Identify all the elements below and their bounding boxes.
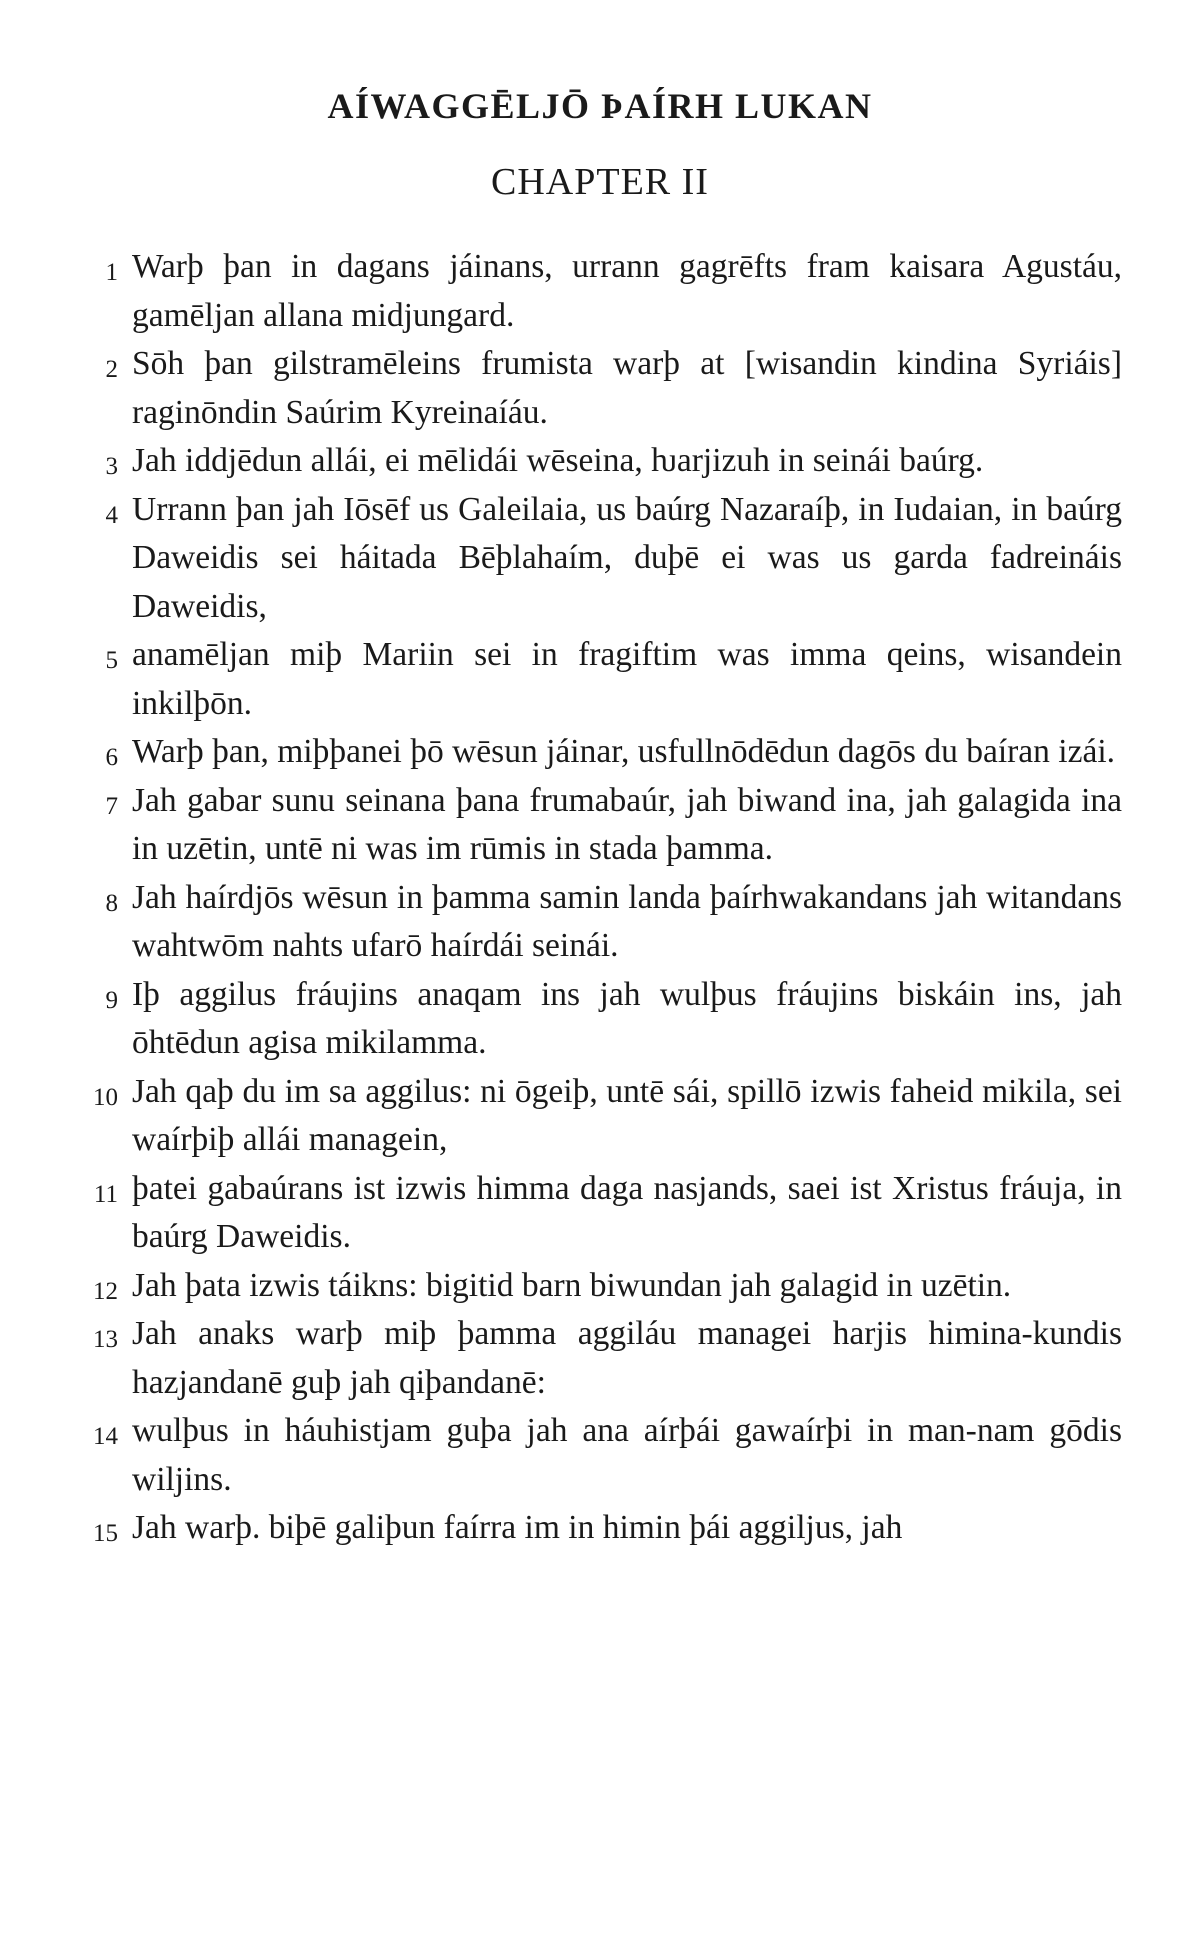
verse-text: Jah warþ. biþē galiþun faírra im in himin þái aggiljus, jah [132,1509,903,1546]
verse [0,486,1200,632]
verse-number: 14 [93,1423,118,1450]
verse [0,340,1200,437]
verse-text: Jah þata izwis táikns: bigitid barn biwundan jah galagid in uzētin. [132,1266,1012,1304]
verse-number: 7 [105,792,118,820]
verse [0,243,1200,340]
verse [0,1165,1200,1262]
verse-number: 2 [105,356,118,383]
verse [0,728,1200,777]
verse [0,1310,1200,1407]
verse-text: Jah qaþ du im sa aggilus: ni ōgeiþ, untē sái, spillō izwis faheid mikila, sei waírþiþ allái managein, [132,1072,1122,1158]
verse-text: Jah anaks warþ miþ þamma aggiláu managei harjis himina-kundis hazjandanē guþ jah qiþandanē: [132,1315,1122,1401]
verse [0,1262,1200,1311]
verse-text: Warþ þan, miþþanei þō wēsun jáinar, usfullnōdēdun dagōs du baíran izái. [132,733,1116,770]
verse [0,971,1200,1068]
verse-number: 8 [105,889,118,917]
verse-number: 1 [105,259,118,286]
verse-text: þatei gabaúrans ist izwis himma daga nasjands, saei ist Xristus fráuja, in baúrg Daweidis. [132,1169,1122,1255]
verse-list [0,243,1200,1553]
verse-number: 15 [93,1520,118,1547]
verse-number: 3 [105,453,118,480]
verse [0,1068,1200,1165]
verse [0,631,1200,728]
chapter-heading: CHAPTER II [491,161,709,203]
verse [0,1504,1200,1553]
verse-number: 4 [105,501,118,529]
verse-number: 10 [93,1083,118,1111]
verse-number: 6 [105,744,118,771]
verse-text: Iþ aggilus fráujins anaqam ins jah wulþus fráujins biskáin ins, jah ōhtēdun agisa mikilamma. [132,975,1122,1061]
verse [0,1407,1200,1504]
running-title: AÍWAGGĒLJŌ ÞAÍRH LUKAN [327,86,873,126]
verse-number: 11 [93,1180,118,1208]
verse-number: 9 [105,986,118,1014]
verse-text: anamēljan miþ Mariin sei in fragiftim was imma qeins, wisandein inkilþōn. [132,636,1122,722]
verse [0,777,1200,874]
verse-text: wulþus in háuhistjam guþa jah ana aírþái gawaírþi in man-nam gōdis wiljins. [132,1412,1122,1498]
verse-text: Jah gabar sunu seinana þana frumabaúr, jah biwand ina, jah galagida ina in uzētin, untē ni was im rūmis in stada þamma. [132,781,1122,867]
verse [0,874,1200,971]
verse-text: Urrann þan jah Iōsēf us Galeilaia, us baúrg Nazaraíþ, in Iudaian, in baúrg Daweidis sei háitada Bēþlahaím, duþē ei was us garda fadreináis Daweidis, [132,490,1122,625]
verse-text: Warþ þan in dagans jáinans, urrann gagrēfts fram kaisara Agustáu, gamēljan allana midjungard. [132,248,1122,334]
verse-number: 12 [93,1277,118,1305]
verse [0,437,1200,486]
verse-number: 5 [105,647,118,674]
verse-number: 13 [93,1326,118,1353]
verse-text: Sōh þan gilstramēleins frumista warþ at [wisandin kindina Syriáis] raginōndin Saúrim Kyreinaíáu. [132,345,1122,431]
verse-text: Jah haírdjōs wēsun in þamma samin landa þaírhwakandans jah witandans wahtwōm nahts ufarō haírdái seinái. [132,878,1122,964]
verse-text: Jah iddjēdun allái, ei mēlidái wēseina, ƕarjizuh in seinái baúrg. [132,442,984,479]
